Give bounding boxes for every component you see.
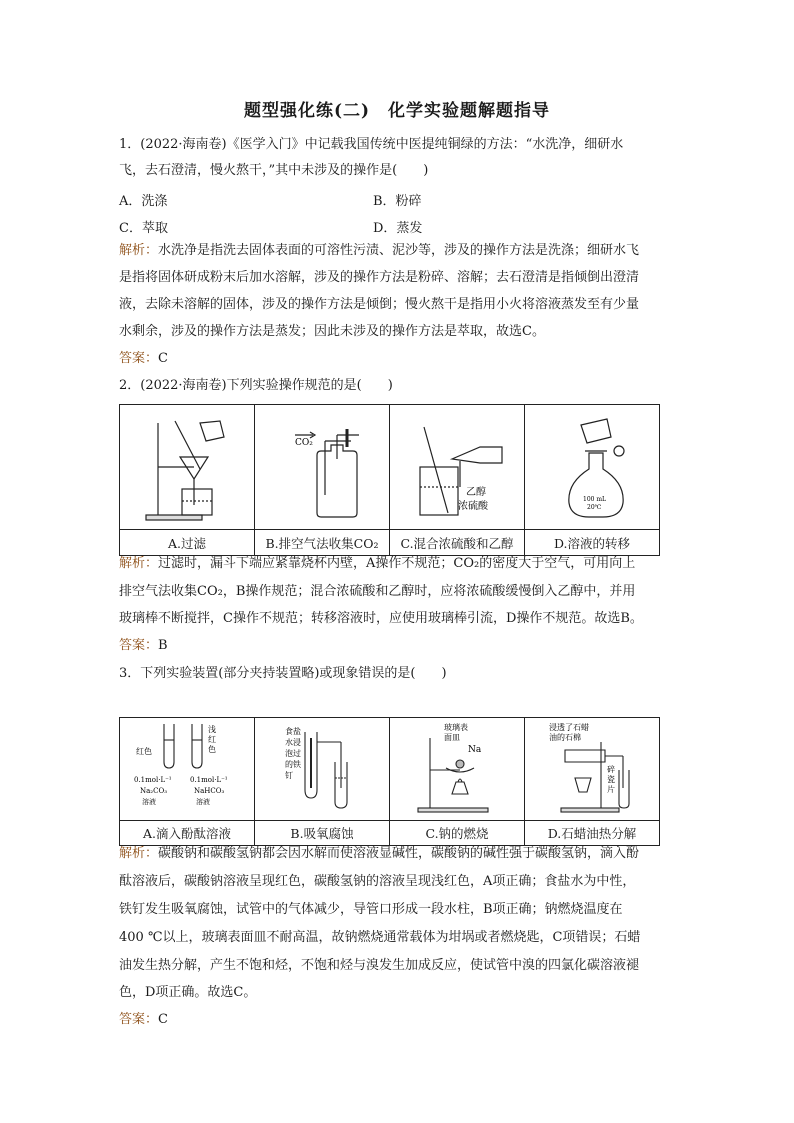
- nahco3-soln-label: 溶液: [196, 798, 210, 806]
- nail-label-2: 盐: [293, 727, 301, 736]
- q3-fig-c: [390, 718, 525, 821]
- q1-analysis-line-1: [119, 243, 639, 258]
- q3-answer-label: 答案：: [119, 1012, 159, 1027]
- q1-answer: [119, 351, 168, 366]
- nail-label-7: 的: [285, 760, 293, 769]
- q1-analysis-line-2: 是指将固体研成粉末后加水溶解，涉及的操作方法是粉碎、溶解；去石澄清是指倾倒出澄清: [119, 270, 640, 285]
- light-red-label-1: 浅: [208, 725, 216, 734]
- q3-figure-table: [119, 717, 660, 846]
- nahco3-label: NaHCO₃: [194, 787, 225, 795]
- sodium-combustion-figure: [390, 718, 524, 816]
- q1-analysis-line-3: 液，去除未溶解的固体，涉及的操作方法是倾倒；慢火熬干是指用小火将溶液蒸发至有少量: [119, 297, 640, 312]
- q1-answer-value: C: [158, 351, 168, 366]
- q3-caption-d: D.石蜡油热分解: [525, 821, 660, 846]
- nail-label-4: 浸: [293, 738, 301, 747]
- nahco3-conc-label: 0.1mol·L⁻¹: [190, 776, 228, 784]
- q2-analysis-text-1: 过滤时，漏斗下端应紧靠烧杯内壁，A操作不规范；CO₂的密度大于空气，可用向上: [158, 556, 636, 571]
- co2-label: CO₂: [295, 438, 313, 448]
- flask-volume-label: 100 mL: [583, 496, 607, 503]
- filtration-apparatus-figure: [120, 405, 254, 525]
- q2-fig-b: [255, 405, 390, 530]
- sodium-label: Na: [468, 745, 482, 755]
- nail-label-9: 钉: [285, 771, 293, 780]
- nail-label-8: 铁: [293, 760, 301, 769]
- oxygen-corrosion-figure: [255, 718, 389, 816]
- phenolphthalein-tubes-figure: [120, 718, 254, 816]
- red-color-label: 红色: [136, 747, 152, 756]
- nail-label-6: 过: [293, 749, 301, 758]
- q3-analysis-line-6: 色，D项正确。故选C。: [119, 985, 257, 1000]
- q2-caption-b: B.排空气法收集CO₂: [255, 530, 390, 556]
- q1-stem-line-2: 飞，去石澄清，慢火熬干，”其中未涉及的操作是( ): [119, 163, 429, 178]
- q1-analysis-text-1: 水洗净是指洗去固体表面的可溶性污渍、泥沙等，涉及的操作方法是洗涤；细研水飞: [158, 243, 640, 258]
- q1-option-b: B．粉碎: [373, 194, 422, 209]
- q3-fig-b: [255, 718, 390, 821]
- q3-analysis-line-5: 油发生热分解，产生不饱和烃，不饱和烃与溴发生加成反应，使试管中溴的四氯化碳溶液褪: [119, 958, 640, 973]
- asbestos-label-2: 油的石棉: [549, 733, 581, 742]
- q3-analysis-line-1: [119, 846, 639, 861]
- q2-fig-c: [390, 405, 525, 530]
- paraffin-cracking-figure: [525, 718, 659, 816]
- acid-mixing-figure: [390, 405, 524, 525]
- co2-collection-figure: [255, 405, 389, 525]
- q3-analysis-line-2: 酞溶液后，碳酸钠溶液呈现红色，碳酸氢钠的溶液呈现浅红色，A项正确；食盐水为中性，: [119, 874, 636, 889]
- q2-analysis-label: 解析：: [119, 556, 159, 571]
- na2co3-soln-label: 溶液: [142, 798, 156, 806]
- q2-stem: 2．(2022·海南卷)下列实验操作规范的是( ): [119, 378, 393, 393]
- q3-fig-d: [525, 718, 660, 821]
- porcelain-label-2: 瓷: [607, 775, 615, 784]
- light-red-label-2: 红: [208, 735, 216, 744]
- page-title: 题型强化练(二) 化学实验题解题指导: [243, 101, 551, 121]
- porcelain-label-3: 片: [607, 785, 615, 794]
- q2-caption-d: D.溶液的转移: [525, 530, 660, 556]
- q1-option-d: D．蒸发: [373, 221, 423, 236]
- watch-glass-label-1: 玻璃表: [444, 723, 468, 732]
- q3-fig-a: [120, 718, 255, 821]
- asbestos-label-1: 浸透了石蜡: [549, 723, 589, 732]
- q1-analysis-label: 解析：: [119, 243, 159, 258]
- porcelain-label-1: 碎: [607, 765, 615, 774]
- q2-analysis-line-1: [119, 556, 635, 571]
- q3-caption-a: A.滴入酚酞溶液: [120, 821, 255, 846]
- q1-option-c: C．萃取: [119, 221, 168, 236]
- nail-label-1: 食: [285, 727, 293, 736]
- q1-stem-line-1: 1．(2022·海南卷)《医学入门》中记载我国传统中医提纯铜绿的方法：“水洗净，细研水: [119, 137, 624, 152]
- light-red-label-3: 色: [208, 745, 216, 754]
- nail-label-3: 水: [285, 738, 293, 747]
- nail-label-5: 泡: [285, 749, 293, 758]
- q2-fig-a: [120, 405, 255, 530]
- na2co3-conc-label: 0.1mol·L⁻¹: [134, 776, 172, 784]
- q2-analysis-line-3: 玻璃棒不断搅拌，C操作不规范；转移溶液时，应使用玻璃棒引流，D操作不规范。故选B。: [119, 611, 643, 626]
- q2-answer-value: B: [158, 638, 168, 653]
- watch-glass-label-2: 面皿: [444, 733, 460, 742]
- q2-answer-label: 答案：: [119, 638, 159, 653]
- q3-analysis-label: 解析：: [119, 846, 159, 861]
- q3-caption-c: C.钠的燃烧: [390, 821, 525, 846]
- q3-analysis-line-4: 400 ℃以上，玻璃表面皿不耐高温，故钠燃烧通常载体为坩埚或者燃烧匙，C项错误；石蜡: [119, 930, 641, 945]
- q3-caption-b: B.吸氧腐蚀: [255, 821, 390, 846]
- solution-transfer-figure: [525, 405, 659, 525]
- q2-analysis-line-2: 排空气法收集CO₂，B操作规范；混合浓硫酸和乙醇时，应将浓硫酸缓慢倒入乙醇中，并用: [119, 584, 636, 599]
- q2-figure-table: [119, 404, 660, 556]
- q3-analysis-line-3: 铁钉发生吸氧腐蚀，试管中的气体减少，导管口形成一段水柱，B项正确；钠燃烧温度在: [119, 902, 623, 917]
- q2-caption-c: C.混合浓硫酸和乙醇: [390, 530, 525, 556]
- q3-stem: 3．下列实验装置(部分夹持装置略)或现象错误的是( ): [119, 666, 447, 681]
- q2-caption-a: A.过滤: [120, 530, 255, 556]
- q3-analysis-text-1: 碳酸钠和碳酸氢钠都会因水解而使溶液显碱性，碳酸钠的碱性强于碳酸氢钠，滴入酚: [158, 846, 640, 861]
- flask-temp-label: 20℃: [587, 504, 602, 511]
- q1-answer-label: 答案：: [119, 351, 159, 366]
- q1-analysis-line-4: 水剩余，涉及的操作方法是蒸发；因此未涉及的操作方法是萃取，故选C。: [119, 324, 545, 339]
- na2co3-label: Na₂CO₃: [140, 787, 168, 795]
- q2-fig-d: [525, 405, 660, 530]
- q2-answer: [119, 638, 168, 653]
- ethanol-label: 乙醇: [466, 487, 486, 498]
- q3-answer: [119, 1012, 168, 1027]
- q1-option-a: A．洗涤: [119, 194, 168, 209]
- q3-answer-value: C: [158, 1012, 168, 1027]
- sulfuric-acid-label: 浓硫酸: [458, 501, 488, 512]
